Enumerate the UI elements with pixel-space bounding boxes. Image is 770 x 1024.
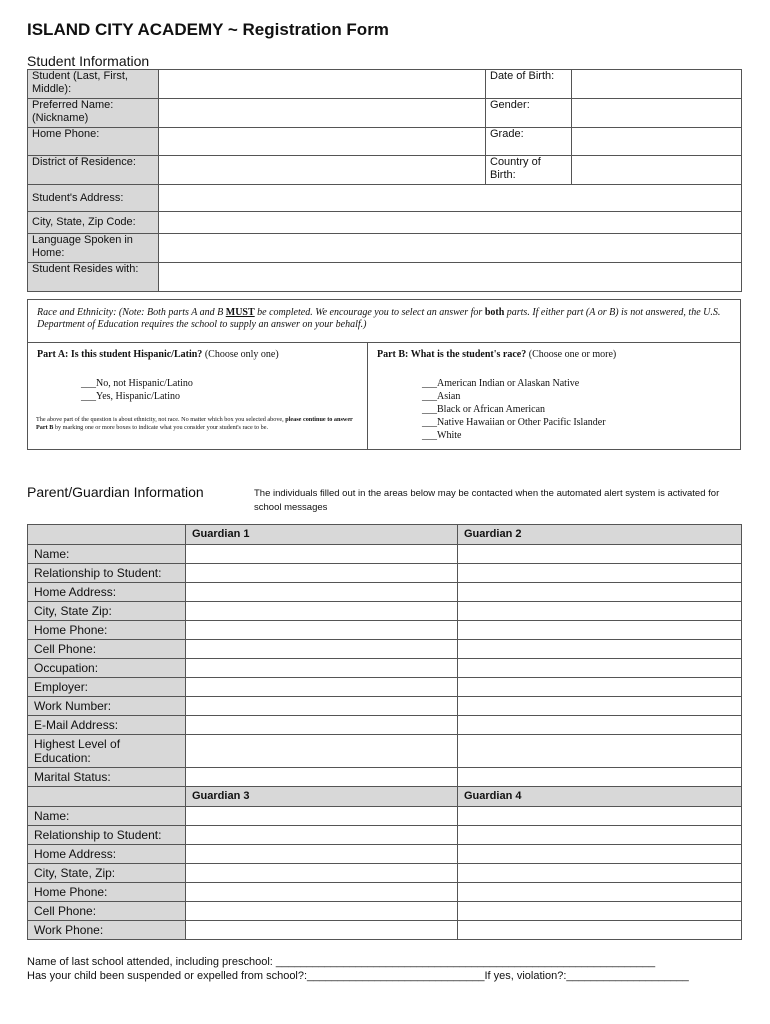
district-label: District of Residence: [28, 156, 159, 185]
part-b-heading: Part B: What is the student's race? (Choose one or more) [377, 349, 617, 360]
guardian-2-header: Guardian 2 [458, 525, 742, 545]
guardian-2-home-address-field[interactable] [458, 583, 742, 602]
student-name-field[interactable] [159, 70, 486, 99]
g12-label-email: E-Mail Address: [28, 716, 186, 735]
guardian-1-name-field[interactable] [186, 545, 458, 564]
g34-label-cell-phone: Cell Phone: [28, 902, 186, 921]
guardian-4-relationship-field[interactable] [458, 826, 742, 845]
guardian-3-name-field[interactable] [186, 807, 458, 826]
guardian-3-work-phone-field[interactable] [186, 921, 458, 940]
guardian-1-work-number-field[interactable] [186, 697, 458, 716]
student-section-heading: Student Information [27, 53, 150, 69]
dob-field[interactable] [572, 70, 742, 99]
resides-with-field[interactable] [159, 263, 742, 292]
guardian-2-education-field[interactable] [458, 735, 742, 768]
g12-label-employer: Employer: [28, 678, 186, 697]
g12-label-work-number: Work Number: [28, 697, 186, 716]
country-of-birth-field[interactable] [572, 156, 742, 185]
suspension-line[interactable]: Has your child been suspended or expelled from school?:_____________________________If yes, violation?:____________________ [27, 970, 689, 982]
student-name-label: Student (Last, First, Middle): [28, 70, 159, 99]
guardian-1-home-address-field[interactable] [186, 583, 458, 602]
home-phone-label: Home Phone: [28, 128, 159, 156]
district-field[interactable] [159, 156, 486, 185]
guardian-header-corner [28, 525, 186, 545]
part-a-heading: Part A: Is this student Hispanic/Latin? (Choose only one) [37, 349, 279, 360]
guardian-1-education-field[interactable] [186, 735, 458, 768]
g34-label-home-phone: Home Phone: [28, 883, 186, 902]
race-divider-horizontal [28, 342, 740, 343]
part-b-option-asian[interactable]: ___Asian [422, 391, 461, 402]
guardian-4-cell-phone-field[interactable] [458, 902, 742, 921]
guardian-4-city-state-zip-field[interactable] [458, 864, 742, 883]
guardian-3-home-address-field[interactable] [186, 845, 458, 864]
guardian-1-marital-status-field[interactable] [186, 768, 458, 787]
guardian-4-home-phone-field[interactable] [458, 883, 742, 902]
guardian-3-relationship-field[interactable] [186, 826, 458, 845]
address-field[interactable] [159, 185, 742, 212]
gender-label: Gender: [486, 99, 572, 128]
guardian-1-city-state-zip-field[interactable] [186, 602, 458, 621]
guardian-1-occupation-field[interactable] [186, 659, 458, 678]
grade-label: Grade: [486, 128, 572, 156]
guardian-2-occupation-field[interactable] [458, 659, 742, 678]
guardian-table [27, 524, 742, 940]
guardian-section-heading: Parent/Guardian Information [27, 484, 204, 500]
guardian-2-name-field[interactable] [458, 545, 742, 564]
guardian-1-relationship-field[interactable] [186, 564, 458, 583]
part-a-option-yes[interactable]: ___Yes, Hispanic/Latino [81, 391, 180, 402]
g12-label-education: Highest Level of Education: [28, 735, 186, 768]
g34-label-city-state-zip: City, State, Zip: [28, 864, 186, 883]
guardian-1-employer-field[interactable] [186, 678, 458, 697]
guardian-2-employer-field[interactable] [458, 678, 742, 697]
language-field[interactable] [159, 234, 742, 263]
g12-label-home-phone: Home Phone: [28, 621, 186, 640]
guardian-2-cell-phone-field[interactable] [458, 640, 742, 659]
part-a-option-no[interactable]: ___No, not Hispanic/Latino [81, 378, 193, 389]
dob-label: Date of Birth: [486, 70, 572, 99]
resides-with-label: Student Resides with: [28, 263, 159, 292]
g12-label-cell-phone: Cell Phone: [28, 640, 186, 659]
race-intro: Race and Ethnicity: (Note: Both parts A and B MUST be completed. We encourage you to select an answer for both parts. If either part (A or B) is not answered, the U.S. Department of Education requires the school to supply an answer on your behalf.) [37, 307, 721, 330]
home-phone-field[interactable] [159, 128, 486, 156]
city-state-zip-field[interactable] [159, 212, 742, 234]
g34-label-relationship: Relationship to Student: [28, 826, 186, 845]
guardian-4-header: Guardian 4 [458, 787, 742, 807]
language-label: Language Spoken in Home: [28, 234, 159, 263]
part-b-option-white[interactable]: ___White [422, 430, 462, 441]
guardian-4-work-phone-field[interactable] [458, 921, 742, 940]
g12-label-city-state-zip: City, State Zip: [28, 602, 186, 621]
g34-label-home-address: Home Address: [28, 845, 186, 864]
gender-field[interactable] [572, 99, 742, 128]
guardian-3-home-phone-field[interactable] [186, 883, 458, 902]
guardian-2-home-phone-field[interactable] [458, 621, 742, 640]
guardian-2-email-field[interactable] [458, 716, 742, 735]
form-title: ISLAND CITY ACADEMY ~ Registration Form [27, 20, 389, 39]
student-info-table [27, 69, 742, 292]
preferred-name-label: Preferred Name: (Nickname) [28, 99, 159, 128]
country-of-birth-label: Country of Birth: [486, 156, 572, 185]
preferred-name-field[interactable] [159, 99, 486, 128]
city-state-zip-label: City, State, Zip Code: [28, 212, 159, 234]
guardian-2-marital-status-field[interactable] [458, 768, 742, 787]
guardian-4-name-field[interactable] [458, 807, 742, 826]
guardian-3-city-state-zip-field[interactable] [186, 864, 458, 883]
g12-label-marital-status: Marital Status: [28, 768, 186, 787]
g12-label-home-address: Home Address: [28, 583, 186, 602]
guardian-1-home-phone-field[interactable] [186, 621, 458, 640]
race-ethnicity-box [27, 299, 741, 450]
guardian-2-city-state-zip-field[interactable] [458, 602, 742, 621]
part-a-fine-print: The above part of the question is about ethnicity, not race. No matter which box you selected above, please continue to answer Part B by marking one or more boxes to indicate what you consider your student's race to be. [36, 416, 353, 431]
guardian-3-cell-phone-field[interactable] [186, 902, 458, 921]
address-label: Student's Address: [28, 185, 159, 212]
part-b-option-american-indian[interactable]: ___American Indian or Alaskan Native [422, 378, 580, 389]
guardian-1-header: Guardian 1 [186, 525, 458, 545]
part-b-option-hawaiian[interactable]: ___Native Hawaiian or Other Pacific Islander [422, 417, 606, 428]
g12-label-relationship: Relationship to Student: [28, 564, 186, 583]
guardian-1-cell-phone-field[interactable] [186, 640, 458, 659]
guardian-header-corner-2 [28, 787, 186, 807]
guardian-1-email-field[interactable] [186, 716, 458, 735]
guardian-3-header: Guardian 3 [186, 787, 458, 807]
grade-field[interactable] [572, 128, 742, 156]
g12-label-name: Name: [28, 545, 186, 564]
race-divider-vertical [367, 342, 368, 449]
guardian-4-home-address-field[interactable] [458, 845, 742, 864]
guardian-2-work-number-field[interactable] [458, 697, 742, 716]
g34-label-name: Name: [28, 807, 186, 826]
g34-label-work-phone: Work Phone: [28, 921, 186, 940]
guardian-section-note: The individuals filled out in the areas below may be contacted when the automated alert system is activated for school messages [254, 488, 720, 513]
part-b-option-black[interactable]: ___Black or African American [422, 404, 546, 415]
guardian-2-relationship-field[interactable] [458, 564, 742, 583]
g12-label-occupation: Occupation: [28, 659, 186, 678]
last-school-line[interactable]: Name of last school attended, including preschool: ______________________________________________________________ [27, 956, 656, 968]
